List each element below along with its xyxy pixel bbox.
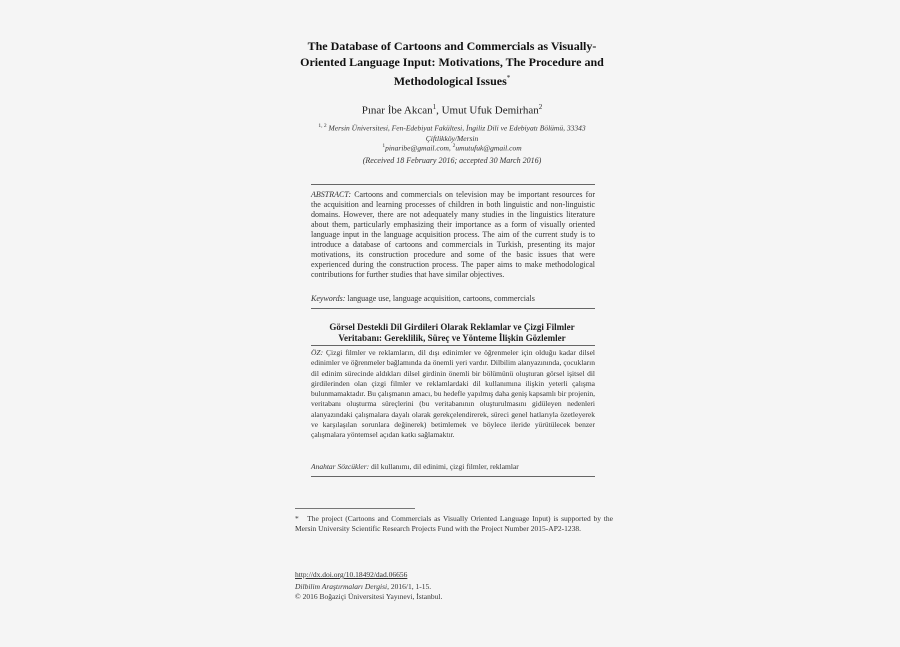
footnote — [295, 514, 613, 534]
affiliation — [287, 121, 617, 144]
abstract-bottom-rule — [311, 308, 595, 309]
keywords-text: language use, language acquisition, cartoons, commercials — [347, 294, 535, 303]
received-dates: (Received 18 February 2016; accepted 30 March 2016) — [362, 156, 542, 165]
author-list — [287, 100, 617, 118]
abstract-top-rule — [311, 184, 595, 185]
turkish-abstract-top-rule — [311, 345, 595, 346]
title-line-3 — [287, 70, 617, 89]
footnote-text: The project (Cartoons and Commercials as Visually Oriented Language Input) is supported by the Mersin University Scientific Research Projects Fund with the Project Number 2015-AP2-1238. — [295, 514, 613, 533]
email-1: pinaribe@gmail.com — [385, 143, 449, 153]
footnote-rule — [295, 508, 415, 509]
turkish-abstract-label: ÖZ: — [311, 348, 324, 357]
journal-citation — [295, 582, 613, 592]
author-separator: , — [436, 104, 442, 117]
title-footnote-mark: * — [506, 74, 511, 82]
title-line-2: Oriented Language Input: Motivations, The Procedure and — [300, 55, 604, 69]
turkish-title-line-1: Görsel Destekli Dil Girdileri Olarak Reklamlar ve Çizgi Filmler — [329, 322, 575, 332]
abstract-label: ABSTRACT: — [311, 190, 352, 199]
abstract-text: Cartoons and commercials on television may be important resources for the acquisition and learning processes of children in both linguistic and non-linguistic domains. However, there are not adequately many studies in the linguistics literature about them, particularly emphasizing their importance as a form of visually oriented language input in the language acquisition process. The aim of the current study is to introduce a database of cartoons and commercials in Turkish, presenting its major motivations, its construction procedure and some of the basic issues that were experienced during the construction process. The paper aims to make methodological contributions for further studies that have similar objectives. — [311, 190, 596, 279]
affiliation-line-2: Çiftlikköy/Mersin — [425, 133, 479, 143]
affiliation-text-1: Mersin Üniversitesi, Fen-Edebiyat Fakültesi, İngiliz Dili ve Edebiyatı Bölümü, 33343 — [328, 123, 586, 133]
journal-name: Dilbilim Araştırmaları Dergisi — [295, 582, 388, 591]
copyright-line: © 2016 Boğaziçi Üniversitesi Yayınevi, İstanbul. — [295, 592, 443, 601]
author-1-sup: 1 — [432, 103, 437, 111]
title-line-3-text: Methodological Issues — [393, 74, 507, 88]
keywords-block — [311, 294, 595, 304]
footnote-mark: * — [295, 514, 299, 523]
author-2: Umut Ufuk Demirhan — [441, 104, 539, 117]
turkish-keywords-block — [311, 462, 595, 472]
email-separator: , — [448, 143, 453, 153]
email-2-sup: 2 — [452, 143, 456, 149]
journal-details: , 2016/1, 1-15. — [387, 582, 432, 591]
turkish-title — [287, 322, 617, 344]
author-emails — [287, 142, 617, 153]
turkish-abstract-bottom-rule — [311, 476, 595, 477]
paper-title — [287, 38, 617, 89]
turkish-abstract-text: Çizgi filmler ve reklamların, dil dışı edinimler ve öğrenmeler için olduğu kadar dilsel edinimler ve öğrenmeler bağlamında da önemli yeri vardır. Dilbilim alanyazınında, çocukların dil edinim sürecinde aldıkları dilsel girdinin önemli bir bölümünü oluşturan görsel işitsel dil girdilerinden olan çizgi filmler ve reklamlardaki dil kullanımına ilişkin yeterli çalışma bulunmamaktadır. Bu çalışmanın amacı, bu hedefle yapılmış daha geniş kapsamlı bir projenin, veritabanı oluşturma süreçlerini (bu veritabanının oluşturulmasını gidüleyen nedenleri alanyazındaki çalışmalara dayalı olarak gerekçelendirerek, süreci genel hatlarıyla özetleyerek ve karşılaşılan sorunlara değinerek) betimlemek ve böylece ileride yürütülecek benzer çalışmalara yöntemsel açıdan katkı sağlamaktır. — [311, 348, 596, 440]
affiliation-line-1 — [287, 121, 617, 134]
keywords-label: Keywords: — [311, 294, 346, 303]
doi-line — [295, 570, 613, 580]
turkish-title-line-2: Veritabanı: Gereklilik, Süreç ve Yönteme İlişkin Gözlemler — [338, 333, 566, 343]
email-1-sup: 1 — [382, 143, 386, 149]
turkish-keywords-text: dil kullanımı, dil edinimi, çizgi filmler, reklamlar — [371, 462, 519, 471]
affiliation-sup: 1, 2 — [318, 123, 327, 129]
doi-link[interactable]: http://dx.doi.org/10.18492/dad.06656 — [295, 570, 408, 579]
paper-page — [287, 0, 617, 647]
author-2-sup: 2 — [538, 103, 543, 111]
turkish-keywords-label: Anahtar Sözcükler: — [311, 462, 370, 471]
author-1: Pınar İbe Akcan — [361, 104, 433, 117]
turkish-abstract-block — [311, 348, 595, 441]
abstract-block — [311, 190, 595, 280]
title-line-1: The Database of Cartoons and Commercials as Visually- — [307, 39, 597, 53]
email-2: umutufuk@gmail.com — [455, 143, 522, 153]
